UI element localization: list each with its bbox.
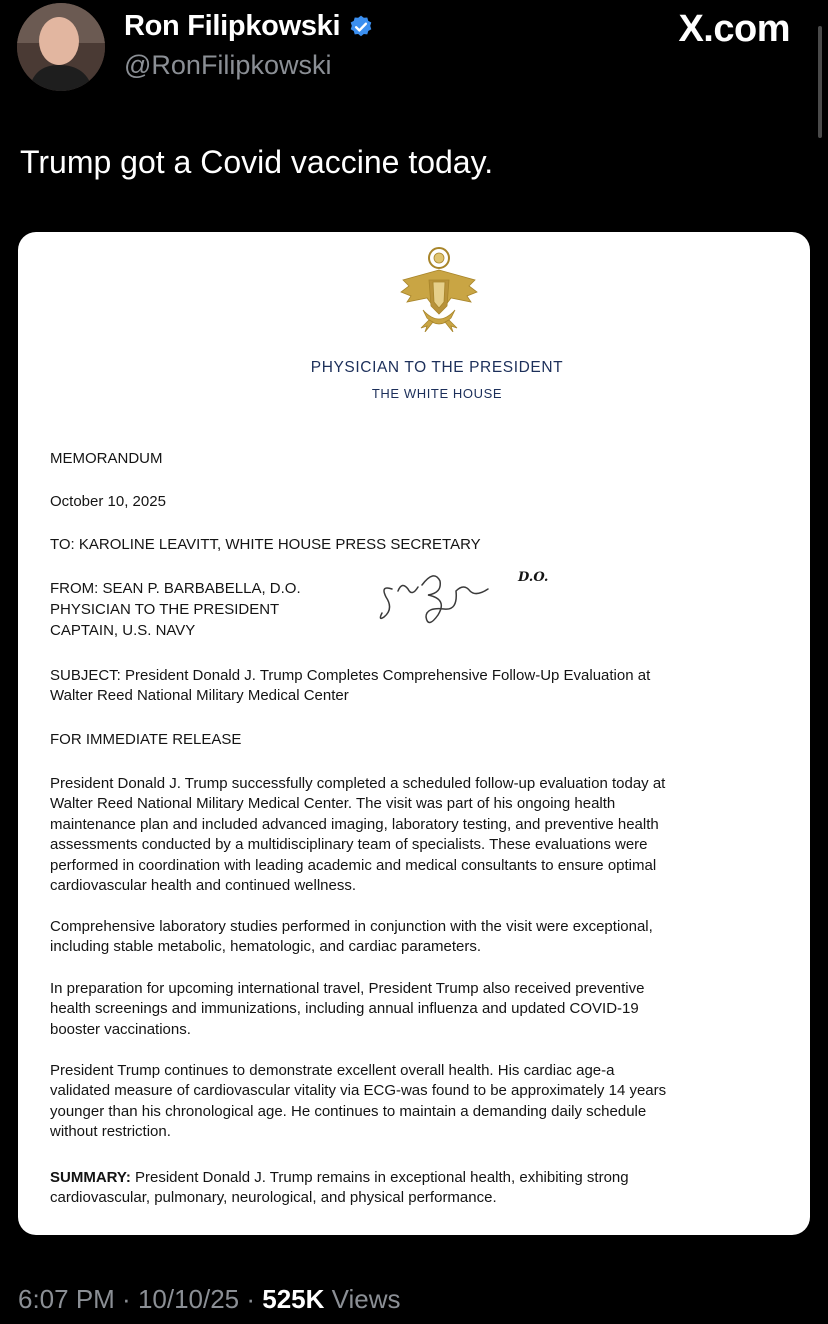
subject-line: SUBJECT: President Donald J. Trump Completes Comprehensive Follow-Up Evaluation at	[50, 667, 651, 684]
paragraph-line: President Trump continues to demonstrate excellent overall health. His cardiac age-a	[50, 1062, 615, 1079]
memo-paragraph-1	[50, 774, 790, 896]
paragraph-line: maintenance plan and included advanced imaging, laboratory testing, and preventive health	[50, 815, 659, 833]
memo-summary	[50, 1168, 790, 1209]
release-label: FOR IMMEDIATE RELEASE	[50, 731, 242, 748]
paragraph-line: performed in coordination with leading academic and medical consultants to ensure optimal	[50, 856, 657, 874]
memo-date: October 10, 2025	[50, 493, 166, 510]
author-avatar[interactable]	[17, 3, 105, 91]
memo-paragraph-4	[50, 1061, 790, 1143]
memo-to: TO: KAROLINE LEAVITT, WHITE HOUSE PRESS SECRETARY	[50, 536, 481, 553]
views-label: Views	[324, 1284, 401, 1314]
summary-text: cardiovascular, pulmonary, neurological, and physical performance.	[50, 1189, 497, 1207]
memo-paragraph-3	[50, 979, 790, 1040]
signature-suffix: D.O.	[518, 570, 549, 585]
paragraph-line: Walter Reed National Military Medical Center. The visit was part of his ongoing health	[50, 795, 616, 813]
paragraph-line: validated measure of cardiovascular vitality via ECG-was found to be approximately 14 years	[50, 1082, 667, 1100]
scrollbar[interactable]	[818, 26, 822, 138]
meta-separator: ·	[114, 1284, 138, 1314]
memo-image[interactable]	[18, 232, 810, 1235]
presidential-seal-icon	[399, 246, 479, 332]
memo-paragraph-2	[50, 917, 790, 958]
post-meta	[18, 1284, 401, 1315]
author-name-row[interactable]	[124, 10, 374, 43]
paragraph-line: health screenings and immunizations, including annual influenza and updated COVID-19	[50, 1000, 639, 1018]
post-time[interactable]: 6:07 PM	[18, 1284, 115, 1314]
author-handle[interactable]: @RonFilipkowski	[124, 50, 332, 80]
post-text: Trump got a Covid vaccine today.	[20, 144, 494, 180]
verified-badge-icon	[348, 14, 374, 40]
paragraph-line: booster vaccinations.	[50, 1020, 191, 1038]
memo-subject	[50, 666, 790, 707]
paragraph-line: cardiovascular health and continued wellness.	[50, 877, 357, 895]
document-header-title: PHYSICIAN TO THE PRESIDENT	[310, 359, 564, 376]
paragraph-line: including stable metabolic, hematologic, and cardiac parameters.	[50, 938, 482, 956]
signature-mark	[378, 565, 538, 635]
paragraph-line: younger than his chronological age. He continues to maintain a demanding daily schedule	[50, 1102, 647, 1120]
subject-line: Walter Reed National Military Medical Center	[50, 687, 349, 705]
x-logo[interactable]: X.com	[678, 8, 790, 50]
paragraph-line: Comprehensive laboratory studies performed in conjunction with the visit were exceptional,	[50, 918, 653, 935]
views-count[interactable]: 525K	[262, 1284, 325, 1314]
memo-type: MEMORANDUM	[50, 450, 163, 467]
post-date[interactable]: 10/10/25	[137, 1284, 240, 1314]
paragraph-line: assessments conducted by a multidisciplinary team of specialists. These evaluations were	[50, 836, 648, 854]
author-name[interactable]: Ron Filipkowski	[124, 10, 341, 42]
summary-label: SUMMARY:	[50, 1169, 131, 1186]
memo-from-title: PHYSICIAN TO THE PRESIDENT	[50, 601, 280, 618]
summary-text: President Donald J. Trump remains in exceptional health, exhibiting strong	[130, 1169, 629, 1186]
memo-from: FROM: SEAN P. BARBABELLA, D.O.	[50, 580, 301, 597]
paragraph-line: In preparation for upcoming international travel, President Trump also received preventive	[50, 980, 645, 997]
document-header-subtitle: THE WHITE HOUSE	[371, 386, 503, 401]
paragraph-line: without restriction.	[50, 1123, 171, 1141]
meta-separator: ·	[239, 1284, 263, 1314]
paragraph-line: President Donald J. Trump successfully completed a scheduled follow-up evaluation today at	[50, 775, 666, 792]
memo-from-rank: CAPTAIN, U.S. NAVY	[50, 622, 196, 639]
